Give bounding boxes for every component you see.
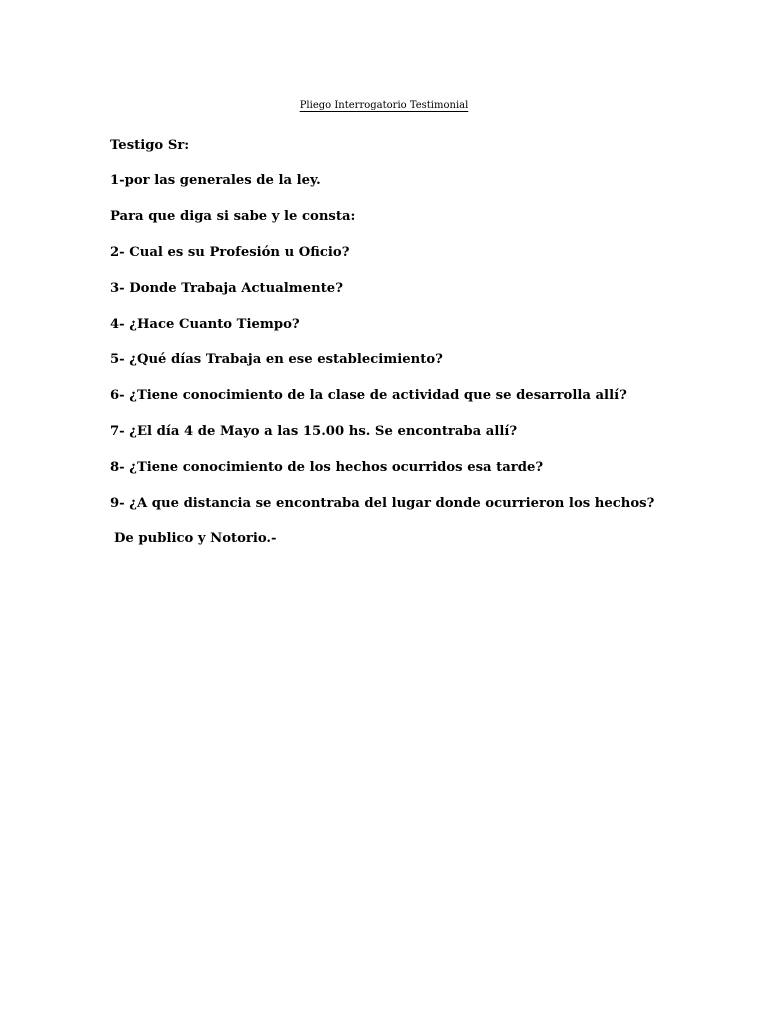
witness-line: Testigo Sr: <box>110 138 190 153</box>
question-8: 8- ¿Tiene conocimiento de los hechos ocurridos esa tarde? <box>110 460 544 475</box>
question-4: 4- ¿Hace Cuanto Tiempo? <box>110 317 300 332</box>
instruction-line: Para que diga si sabe y le consta: <box>110 209 356 224</box>
question-1: 1-por las generales de la ley. <box>110 173 321 188</box>
closing-line: De publico y Notorio.- <box>114 531 277 546</box>
question-3: 3- Donde Trabaja Actualmente? <box>110 281 343 296</box>
question-7: 7- ¿El día 4 de Mayo a las 15.00 hs. Se encontraba allí? <box>110 424 518 439</box>
question-6: 6- ¿Tiene conocimiento de la clase de actividad que se desarrolla allí? <box>110 388 627 403</box>
question-9: 9- ¿A que distancia se encontraba del lugar donde ocurrieron los hechos? <box>110 496 655 511</box>
question-5: 5- ¿Qué días Trabaja en ese establecimiento? <box>110 352 443 367</box>
document-title: Pliego Interrogatorio Testimonial <box>299 100 469 111</box>
question-2: 2- Cual es su Profesión u Oficio? <box>110 245 350 260</box>
